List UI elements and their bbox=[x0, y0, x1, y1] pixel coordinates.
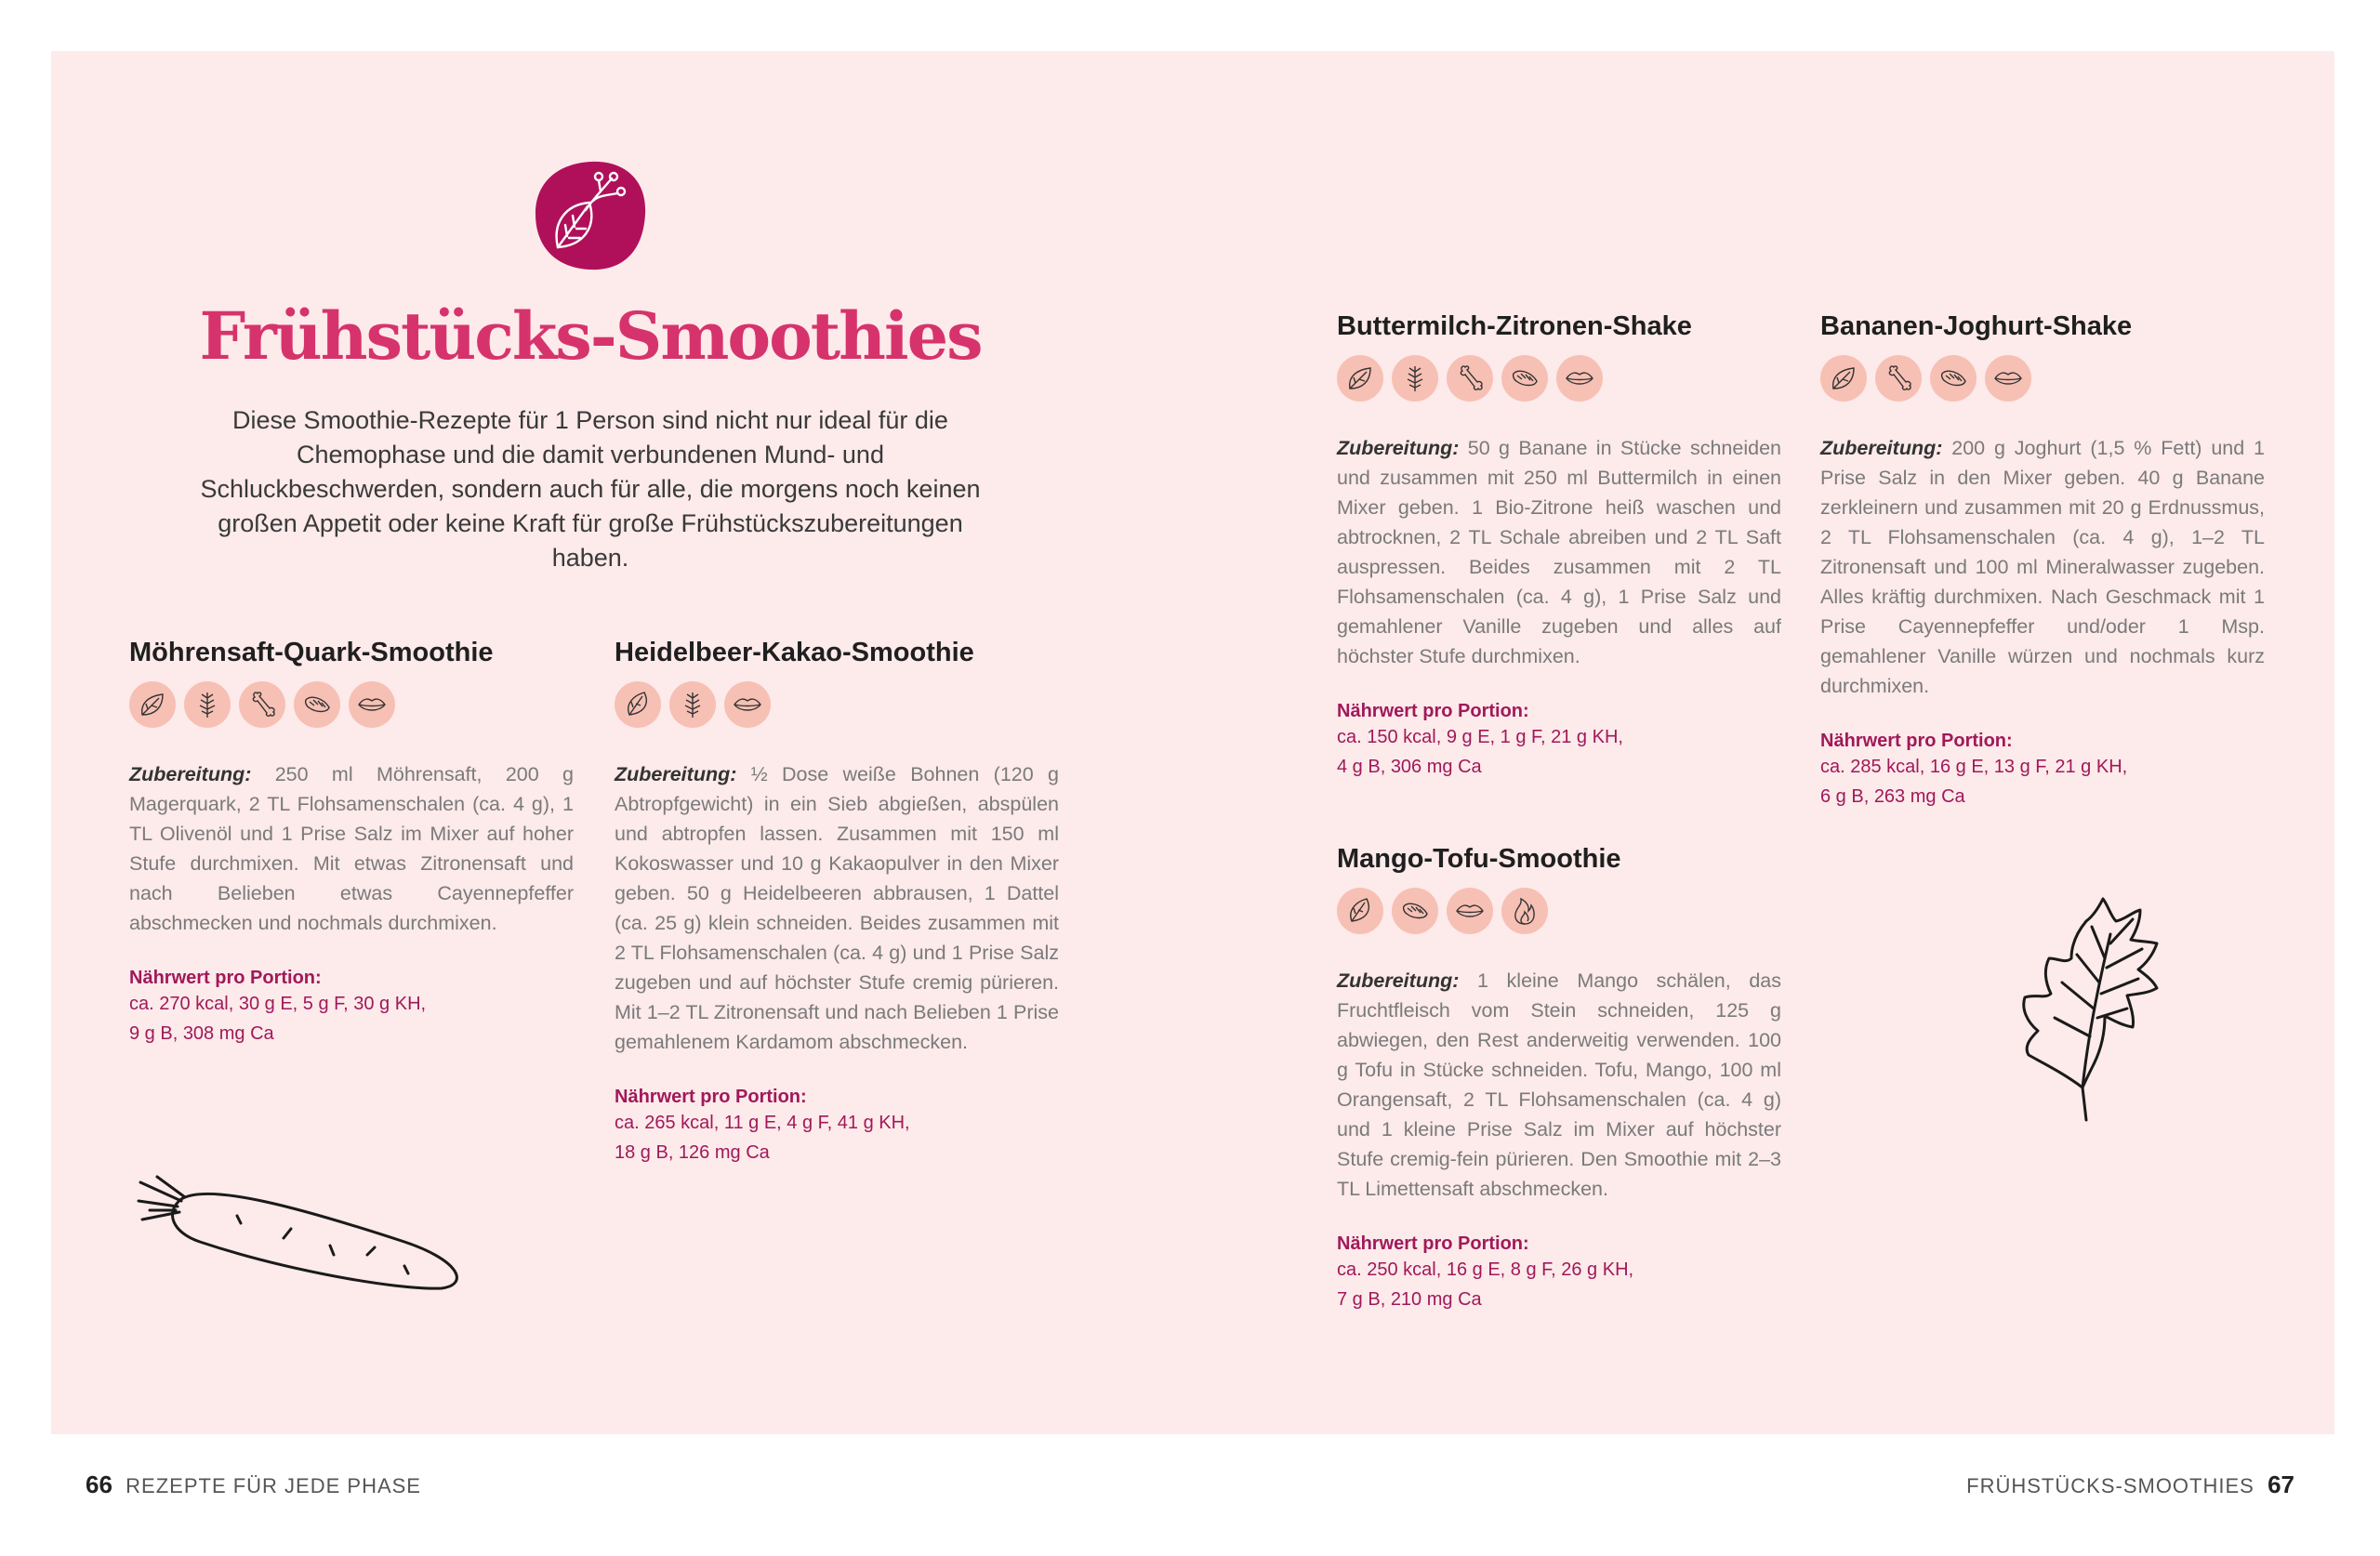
nutrition-line-2: 4 g B, 306 mg Ca bbox=[1337, 757, 1482, 777]
herb-icon bbox=[184, 681, 231, 728]
recipe-heidelbeer-kakao bbox=[615, 638, 1059, 1167]
recipe-title: Bananen-Joghurt-Shake bbox=[1820, 311, 2133, 341]
prep-text: 50 g Banane in Stücke schneiden und zusammen mit 250 ml Buttermilch in einen Mixer geben. 1 Bio-Zitrone heiß waschen und abtrocknen, 2 TL Schale abreiben und 2 TL Saft auspressen. Beides zusammen mit 2 TL Flohsamenschalen (ca. 4 g), 1 Prise Salz und gemahlener Vanille zugeben und alles auf höchster Stufe durchmixen. bbox=[1337, 437, 1781, 667]
recipe-title: Möhrensaft-Quark-Smoothie bbox=[129, 638, 494, 667]
leaf-icon bbox=[615, 681, 661, 728]
nutrition-line-2: 18 g B, 126 mg Ca bbox=[615, 1142, 770, 1163]
flame-icon bbox=[1501, 888, 1548, 934]
recipe-buttermilch-zitronen bbox=[1337, 311, 1781, 782]
nutrition-heading: Nährwert pro Portion: bbox=[1337, 701, 1529, 721]
nutrition-line-2: 6 g B, 263 mg Ca bbox=[1820, 786, 1965, 807]
intestine-icon bbox=[1501, 355, 1548, 402]
bone-icon bbox=[1875, 355, 1922, 402]
lips-icon bbox=[1556, 355, 1603, 402]
recipe-icon-row bbox=[129, 681, 574, 728]
prep-label: Zubereitung: bbox=[129, 763, 252, 785]
leaf-icon bbox=[1337, 888, 1383, 934]
prep-text: ½ Dose weiße Bohnen (120 g Abtropfgewicht) in ein Sieb abgießen, abspülen und abtropfen lassen. Zusammen mit 150 ml Kokoswasser und 10 g Kakaopulver in den Mixer geben. 50 g Heidelbeeren abbrausen, 1 Dattel (ca. 25 g) klein schneiden. Beides zusammen mit 2 TL Flohsamenschalen (ca. 4 g) und 1 Prise Salz zugeben und auf höchster Stufe cremig pürieren. Mit 1–2 TL Zitronensaft und nach Belieben 1 Prise gemahlenem Kardamom abschmecken. bbox=[615, 763, 1059, 1053]
intestine-icon bbox=[294, 681, 340, 728]
nutrition-line-2: 7 g B, 210 mg Ca bbox=[1337, 1289, 1482, 1310]
nutrition-line-2: 9 g B, 308 mg Ca bbox=[129, 1023, 274, 1044]
prep-label: Zubereitung: bbox=[1337, 437, 1460, 459]
lips-icon bbox=[1985, 355, 2031, 402]
prep-label: Zubereitung: bbox=[1337, 969, 1460, 992]
recipe-title: Buttermilch-Zitronen-Shake bbox=[1337, 311, 1692, 341]
leaf-badge-icon bbox=[532, 158, 649, 273]
leaf-icon bbox=[1337, 355, 1383, 402]
footer-left bbox=[86, 1470, 421, 1499]
page-number-right: 67 bbox=[2268, 1470, 2294, 1498]
recipe-icon-row bbox=[1337, 355, 1781, 402]
nutrition-heading: Nährwert pro Portion: bbox=[615, 1087, 807, 1107]
herb-icon bbox=[1392, 355, 1438, 402]
nutrition-line-1: ca. 250 kcal, 16 g E, 8 g F, 26 g KH, bbox=[1337, 1259, 1634, 1280]
lips-icon bbox=[724, 681, 771, 728]
bone-icon bbox=[239, 681, 285, 728]
leaf-icon bbox=[129, 681, 176, 728]
footer-right bbox=[1966, 1470, 2294, 1499]
recipe-icon-row bbox=[1337, 888, 1781, 934]
prep-text: 250 ml Möhrensaft, 200 g Magerquark, 2 TL Flohsamenschalen (ca. 4 g), 1 TL Olivenöl und 1 Prise Salz im Mixer auf hoher Stufe durchmixen. Mit etwas Zitronensaft und nach Belieben etwas Cayennepfeffer abschmecken und nochmals durchmixen. bbox=[129, 763, 574, 934]
running-head-left: REZEPTE FÜR JEDE PHASE bbox=[126, 1474, 421, 1497]
oak-leaf-illustration-icon bbox=[2017, 897, 2166, 1125]
nutrition-line-1: ca. 285 kcal, 16 g E, 13 g F, 21 g KH, bbox=[1820, 757, 2128, 777]
prep-text: 200 g Joghurt (1,5 % Fett) und 1 Prise Salz in den Mixer geben. 40 g Banane zerkleinern und zusammen mit 20 g Erdnussmus, 2 TL Flohsamenschalen (ca. 4 g), 1–2 TL Zitronensaft und 100 ml Mineralwasser zugeben. Alles kräftig durchmixen. Nach Geschmack mit 1 Prise Cayennepfeffer und/oder 1 Msp. gemahlener Vanille würzen und nochmals kurz durchmixen. bbox=[1820, 437, 2266, 697]
running-head-right: FRÜHSTÜCKS-SMOOTHIES bbox=[1966, 1474, 2254, 1497]
lips-icon bbox=[349, 681, 395, 728]
nutrition-heading: Nährwert pro Portion: bbox=[1337, 1233, 1529, 1254]
prep-label: Zubereitung: bbox=[615, 763, 737, 785]
bone-icon bbox=[1447, 355, 1493, 402]
prep-label: Zubereitung: bbox=[1820, 437, 1943, 459]
recipe-icon-row bbox=[1820, 355, 2265, 402]
page-title: Frühstücks-Smoothies bbox=[199, 297, 982, 375]
recipe-icon-row bbox=[615, 681, 1059, 728]
intestine-icon bbox=[1930, 355, 1977, 402]
nutrition-line-1: ca. 265 kcal, 11 g E, 4 g F, 41 g KH, bbox=[615, 1113, 910, 1133]
nutrition-line-1: ca. 270 kcal, 30 g E, 5 g F, 30 g KH, bbox=[129, 994, 427, 1014]
recipe-mango-tofu bbox=[1337, 844, 1781, 1314]
nutrition-line-1: ca. 150 kcal, 9 g E, 1 g F, 21 g KH, bbox=[1337, 727, 1623, 747]
carrot-illustration-icon bbox=[135, 1173, 469, 1296]
recipe-bananen-joghurt bbox=[1820, 311, 2265, 811]
nutrition-heading: Nährwert pro Portion: bbox=[129, 968, 322, 988]
recipe-title: Mango-Tofu-Smoothie bbox=[1337, 844, 1621, 874]
intestine-icon bbox=[1392, 888, 1438, 934]
recipe-moehrensaft-quark bbox=[129, 638, 574, 1048]
intro-text: Diese Smoothie-Rezepte für 1 Person sind nicht nur ideal für die Chemophase und die damit verbundenen Mund- und Schluckbeschwerden, sondern auch für alle, die morgens noch keinen großen Appetit oder keine Kraft für große Frühstückszubereitungen haben. bbox=[200, 406, 981, 572]
nutrition-heading: Nährwert pro Portion: bbox=[1820, 731, 2013, 751]
herb-icon bbox=[669, 681, 716, 728]
lips-icon bbox=[1447, 888, 1493, 934]
recipe-title: Heidelbeer-Kakao-Smoothie bbox=[615, 638, 974, 667]
leaf-icon bbox=[1820, 355, 1867, 402]
page-number-left: 66 bbox=[86, 1470, 112, 1498]
prep-text: 1 kleine Mango schälen, das Fruchtfleisch vom Stein schneiden, 125 g abwiegen, den Rest anderweitig verwenden. 100 g Tofu in Stücke schneiden. Tofu, Mango, 100 ml Orangensaft, 2 TL Flohsamenschalen (ca. 4 g) und 1 kleine Prise Salz im Mixer auf höchster Stufe cremig-fein pürieren. Den Smoothie mit 2–3 TL Limettensaft abschmecken. bbox=[1337, 969, 1781, 1200]
